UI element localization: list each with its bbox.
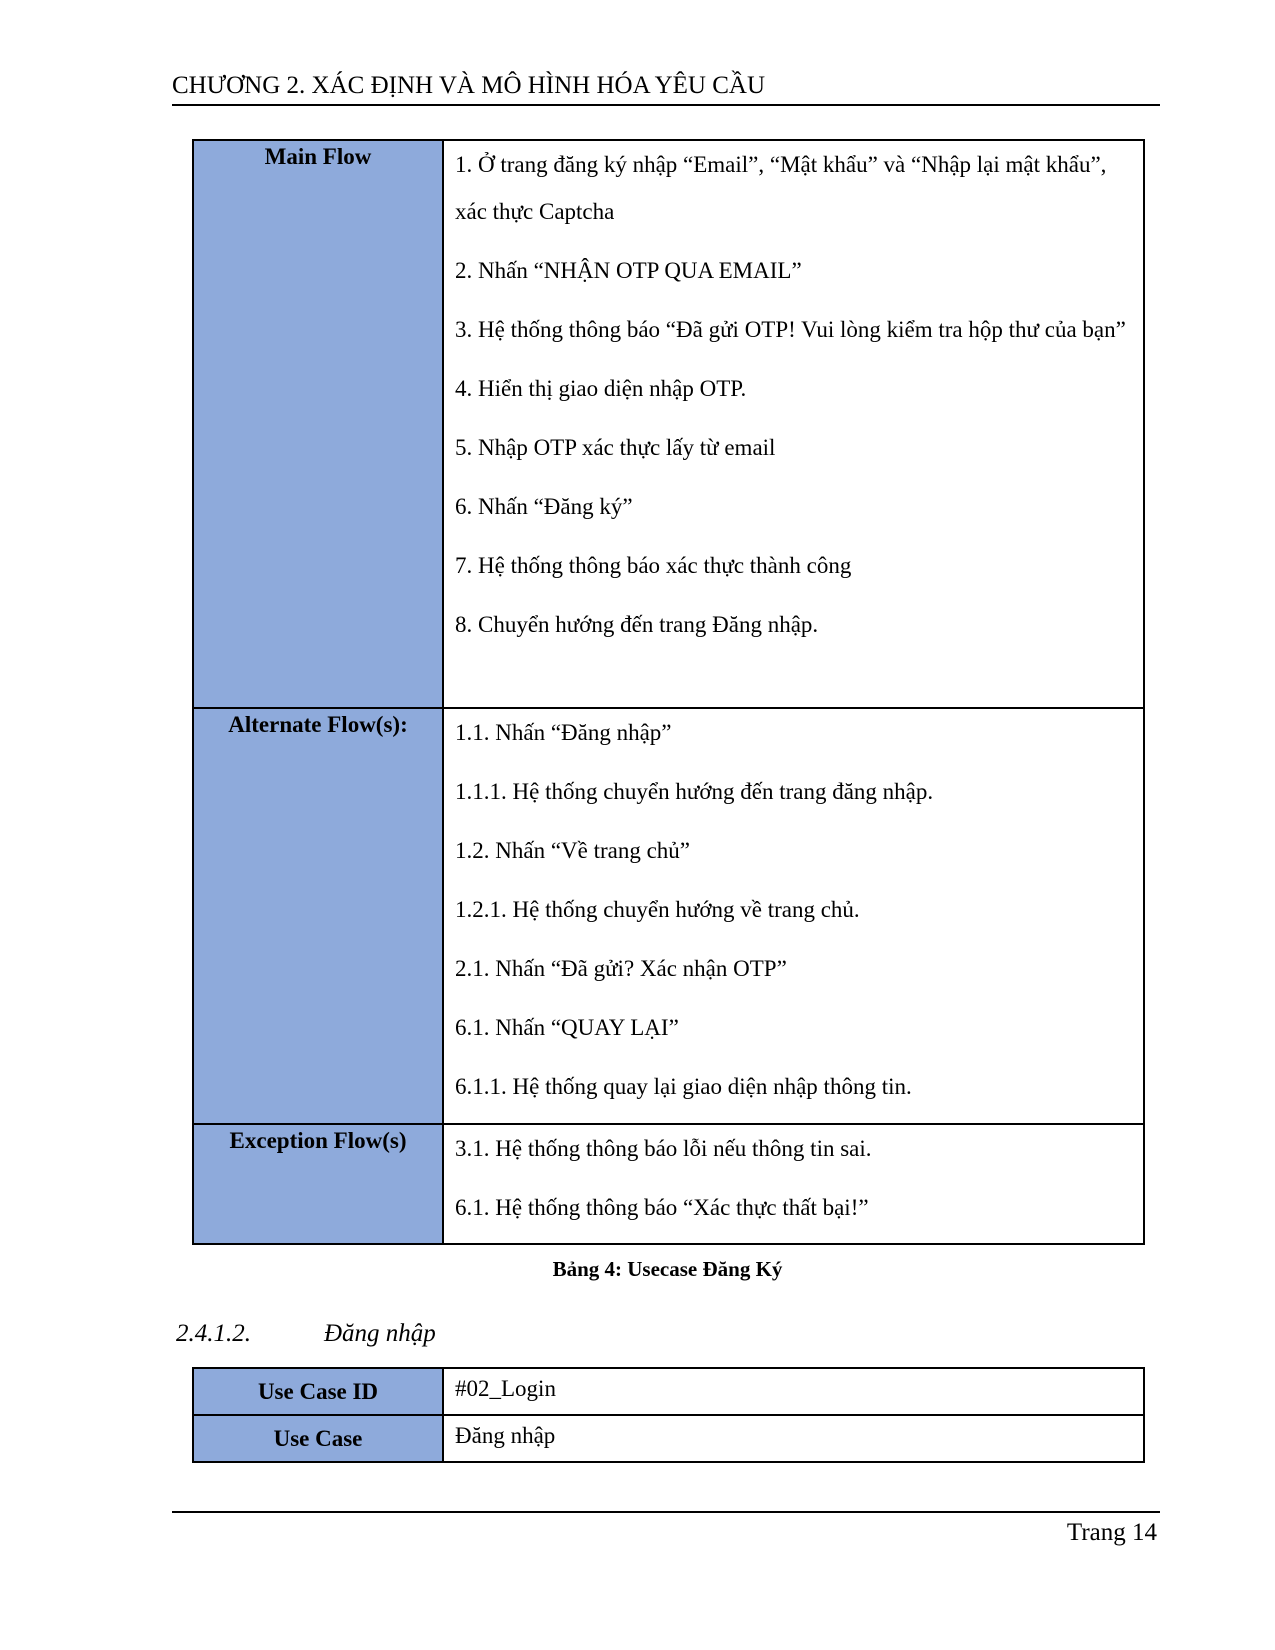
use-case-id-value: #02_Login — [455, 1376, 556, 1401]
header-divider — [172, 104, 1160, 106]
alternate-flow-step: 2.1. Nhấn “Đã gửi? Xác nhận OTP” — [455, 956, 787, 981]
table-row-main-flow — [193, 140, 1144, 708]
main-flow-step: 1. Ở trang đăng ký nhập “Email”, “Mật khẩu” và “Nhập lại mật khẩu”, xác thực Captcha — [455, 152, 1107, 224]
alternate-flows-steps-cell — [443, 708, 1144, 1124]
alternate-flows-label: Alternate Flow(s): — [228, 712, 408, 737]
table-row-use-case-id — [193, 1368, 1144, 1415]
main-flow-step: 6. Nhấn “Đăng ký” — [455, 494, 633, 519]
exception-flows-label-cell — [193, 1124, 443, 1244]
alternate-flow-step: 1.1.1. Hệ thống chuyển hướng đến trang đăng nhập. — [455, 779, 934, 804]
alternate-flow-step: 1.2. Nhấn “Về trang chủ” — [455, 838, 691, 863]
use-case-label-cell — [193, 1415, 443, 1462]
alternate-flow-step: 6.1.1. Hệ thống quay lại giao diện nhập thông tin. — [455, 1074, 912, 1099]
table-row-use-case — [193, 1415, 1144, 1462]
use-case-value: Đăng nhập — [455, 1423, 556, 1448]
exception-flow-step: 3.1. Hệ thống thông báo lỗi nếu thông tin sai. — [455, 1136, 872, 1161]
alternate-flow-step: 6.1. Nhấn “QUAY LẠI” — [455, 1015, 679, 1040]
use-case-id-label-cell — [193, 1368, 443, 1415]
exception-flows-label: Exception Flow(s) — [229, 1128, 407, 1153]
section-heading — [176, 1320, 436, 1348]
main-flow-step: 4. Hiển thị giao diện nhập OTP. — [455, 376, 747, 401]
exception-flows-steps-cell — [443, 1124, 1144, 1244]
main-flow-step: 2. Nhấn “NHẬN OTP QUA EMAIL” — [455, 258, 802, 283]
main-flow-label: Main Flow — [264, 144, 372, 169]
main-flow-step: 5. Nhập OTP xác thực lấy từ email — [455, 435, 776, 460]
use-case-id-value-cell — [443, 1368, 1144, 1415]
footer-divider — [172, 1511, 1160, 1513]
main-flow-step: 8. Chuyển hướng đến trang Đăng nhập. — [455, 612, 819, 637]
main-flow-step: 3. Hệ thống thông báo “Đã gửi OTP! Vui lòng kiểm tra hộp thư của bạn” — [455, 317, 1126, 342]
main-flow-steps-cell — [443, 140, 1144, 708]
page-number: Trang 14 — [1066, 1519, 1157, 1546]
use-case-value-cell — [443, 1415, 1144, 1462]
use-case-label: Use Case — [273, 1426, 363, 1451]
chapter-header: CHƯƠNG 2. XÁC ĐỊNH VÀ MÔ HÌNH HÓA YÊU CẦU — [172, 72, 766, 99]
table-caption: Bảng 4: Usecase Đăng Ký — [552, 1257, 783, 1281]
use-case-id-label: Use Case ID — [257, 1379, 379, 1404]
alternate-flow-step: 1.1. Nhấn “Đăng nhập” — [455, 720, 672, 745]
main-flow-label-cell — [193, 140, 443, 708]
section-number: 2.4.1.2. — [176, 1320, 251, 1347]
main-flow-step: 7. Hệ thống thông báo xác thực thành công — [455, 553, 852, 578]
table-row-alternate-flows — [193, 708, 1144, 1124]
table-row-exception-flows — [193, 1124, 1144, 1244]
usecase-login-table — [192, 1367, 1145, 1463]
usecase-register-table — [192, 139, 1145, 1245]
section-title: Đăng nhập — [324, 1320, 436, 1347]
exception-flow-step: 6.1. Hệ thống thông báo “Xác thực thất bại!” — [455, 1195, 869, 1220]
alternate-flows-label-cell — [193, 708, 443, 1124]
alternate-flow-step: 1.2.1. Hệ thống chuyển hướng về trang chủ. — [455, 897, 860, 922]
